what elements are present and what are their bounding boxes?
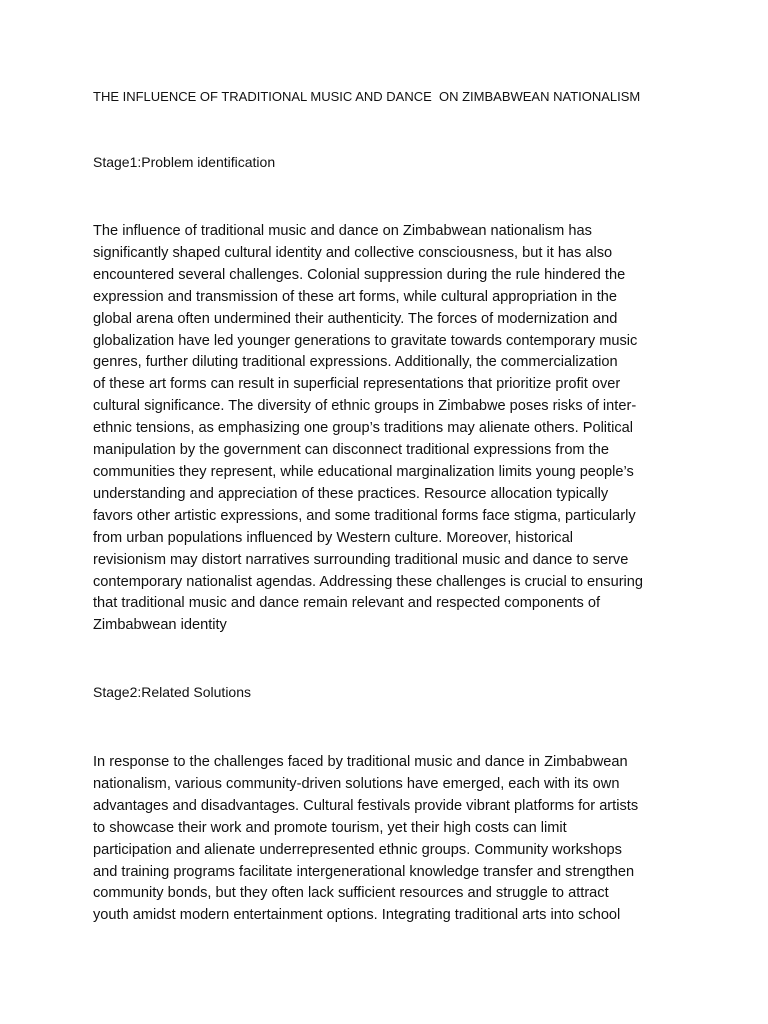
text-line: favors other artistic expressions, and some traditional forms face stigma, particularly <box>93 507 636 524</box>
text-line: manipulation by the government can disconnect traditional expressions from the <box>93 442 609 459</box>
text-line: Zimbabwean identity <box>93 617 227 634</box>
document-title: THE INFLUENCE OF TRADITIONAL MUSIC AND DANCE ON ZIMBABWEAN NATIONALISM <box>93 89 641 104</box>
text-line: youth amidst modern entertainment options. Integrating traditional arts into school <box>93 907 621 924</box>
text-line: The influence of traditional music and dance on Zimbabwean nationalism has <box>93 223 592 239</box>
text-line: genres, further diluting traditional expressions. Additionally, the commercialization <box>93 354 618 371</box>
text-line: that traditional music and dance remain relevant and respected components of <box>93 595 601 612</box>
text-line: of these art forms can result in superficial representations that prioritize profit over <box>93 376 621 393</box>
text-line: nationalism, various community-driven solutions have emerged, each with its own <box>93 775 620 792</box>
text-line: to showcase their work and promote tourism, yet their high costs can limit <box>93 819 567 836</box>
text-line: globalization have led younger generations to gravitate towards contemporary music <box>93 332 638 349</box>
section-heading-problem-identification: Stage1:Problem identification <box>93 154 276 170</box>
text-line: encountered several challenges. Colonial suppression during the rule hindered the <box>93 266 626 283</box>
text-line: global arena often undermined their authenticity. The forces of modernization and <box>93 310 618 327</box>
text-line: communities they represent, while educational marginalization limits young people’s <box>93 463 634 480</box>
section-heading-related-solutions: Stage2:Related Solutions <box>93 684 251 700</box>
text-line: cultural significance. The diversity of ethnic groups in Zimbabwe poses risks of inter- <box>93 398 637 415</box>
text-line: from urban populations influenced by Western culture. Moreover, historical <box>93 529 573 546</box>
text-line: In response to the challenges faced by traditional music and dance in Zimbabwean <box>93 754 628 770</box>
section-body-related-solutions <box>93 752 683 927</box>
text-line: significantly shaped cultural identity and collective consciousness, but it has also <box>93 244 613 261</box>
text-line: understanding and appreciation of these practices. Resource allocation typically <box>93 485 609 502</box>
text-line: ethnic tensions, as emphasizing one group’s traditions may alienate others. Political <box>93 420 634 437</box>
section-body-problem-identification <box>93 221 683 637</box>
text-line: contemporary nationalist agendas. Addressing these challenges is crucial to ensuring <box>93 573 644 590</box>
text-line: and training programs facilitate intergenerational knowledge transfer and strengthen <box>93 863 635 880</box>
text-line: advantages and disadvantages. Cultural festivals provide vibrant platforms for artists <box>93 797 639 814</box>
text-line: participation and alienate underrepresented ethnic groups. Community workshops <box>93 841 622 858</box>
text-line: expression and transmission of these art forms, while cultural appropriation in the <box>93 288 618 305</box>
text-line: community bonds, but they often lack sufficient resources and struggle to attract <box>93 885 609 902</box>
text-line: revisionism may distort narratives surrounding traditional music and dance to serve <box>93 551 629 568</box>
